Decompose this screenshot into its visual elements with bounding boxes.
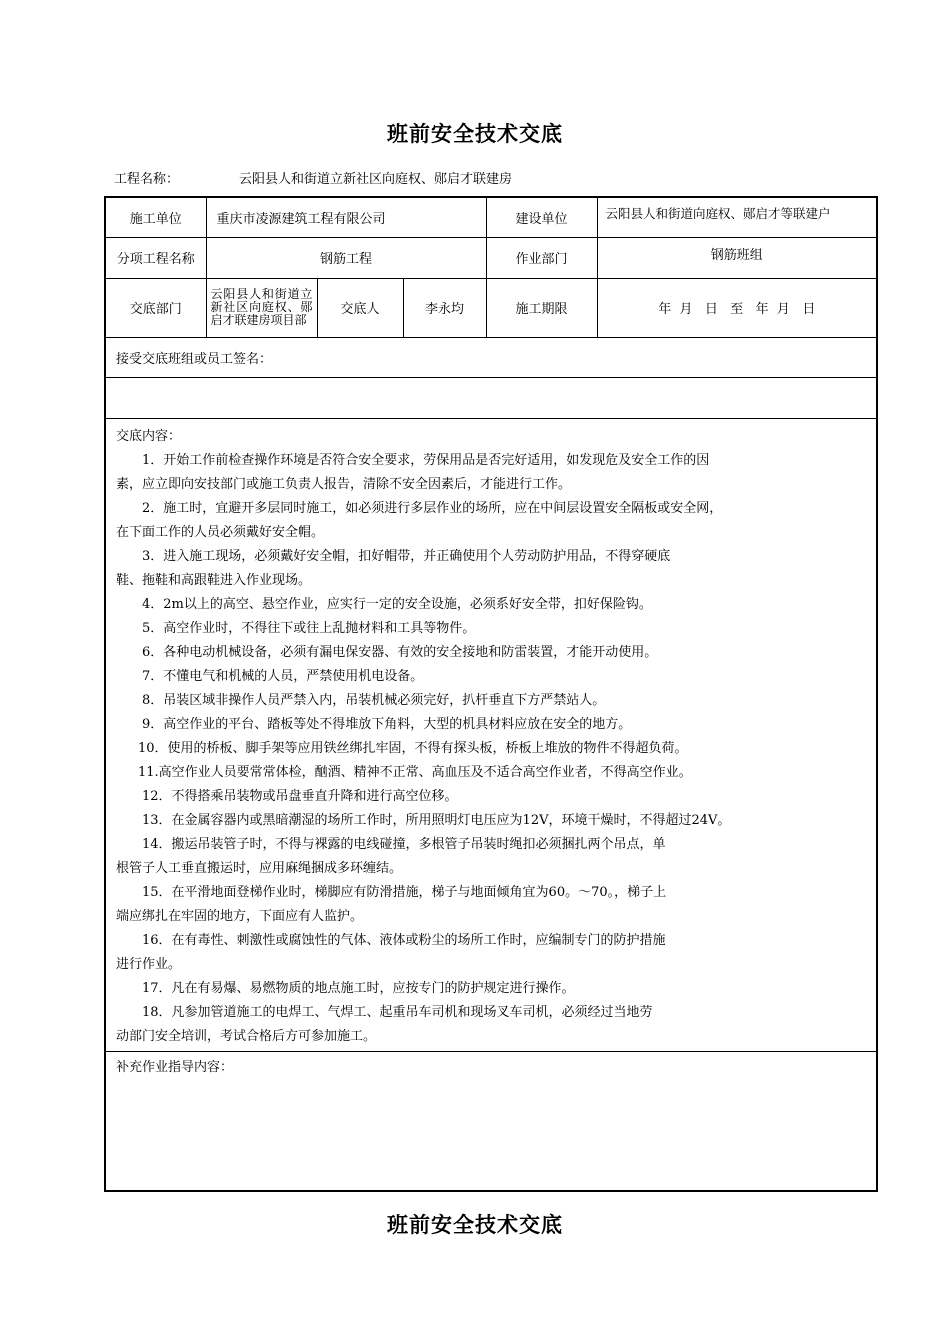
disclosure-dept-label: 交底部门 [105,278,206,337]
construction-unit-value: 重庆市凌源建筑工程有限公司 [206,197,486,237]
signature-label: 接受交底班组或员工签名： [105,337,877,377]
content-line: 14．搬运吊装管子时，不得与裸露的电线碰撞，多根管子吊装时绳扣必须捆扎两个吊点，单 [142,836,666,852]
subproject-label: 分项工程名称 [105,237,206,278]
content-line: 端应绑扎在牢固的地方，下面应有人监护。 [116,908,364,924]
content-line: 6．各种电动机械设备，必须有漏电保安器、有效的安全接地和防雷装置，才能开动使用。 [142,644,658,660]
content-line: 4．2m以上的高空、悬空作业，应实行一定的安全设施，必须系好安全带，扣好保险钩。 [142,596,652,612]
content-line: 素，应立即向安技部门或施工负责人报告，清除不安全因素后，才能进行工作。 [116,476,572,492]
project-line [114,168,513,187]
content-line: 7．不懂电气和机械的人员，严禁使用机电设备。 [142,668,424,684]
content-line: 13．在金属容器内或黑暗潮湿的场所工作时，所用照明灯电压应为12V，环境干燥时，不得超过24V。 [142,812,731,828]
content-line: 16．在有毒性、刺激性或腐蚀性的气体、液体或粉尘的场所工作时，应编制专门的防护措施 [142,932,666,948]
builder-unit-value: 云阳县人和街道向庭权、郧启才等联建户 [597,197,877,237]
content-line: 8．吊装区域非操作人员严禁入内，吊装机械必须完好，扒杆垂直下方严禁站人。 [142,692,606,708]
work-dept-label: 作业部门 [486,237,597,278]
content-line: 在下面工作的人员必须戴好安全帽。 [116,524,325,540]
signature-area[interactable] [105,377,877,418]
period-value: 年 月 日 至 年 月 日 [597,278,877,337]
content-line: 5．高空作业时，不得往下或往上乱抛材料和工具等物件。 [142,620,476,636]
content-line: 动部门安全培训，考试合格后方可参加施工。 [116,1028,377,1044]
content-line: 17．凡在有易爆、易燃物质的地点施工时，应按专门的防护规定进行操作。 [142,980,575,996]
page-title: 班前安全技术交底 [387,121,563,146]
discloser-value: 李永均 [403,278,486,337]
supplement-section[interactable] [105,1051,877,1191]
disclosure-table [104,196,878,1192]
content-line: 进行作业。 [116,956,182,972]
content-line: 2．施工时，宜避开多层同时施工，如必须进行多层作业的场所，应在中间层设置安全隔板或安全网， [142,500,723,516]
content-line: 12．不得搭乘吊装物或吊盘垂直升降和进行高空位移。 [142,788,458,804]
construction-unit-label: 施工单位 [105,197,206,237]
content-line: 10．使用的桥板、脚手架等应用铁丝绑扎牢固，不得有探头板，桥板上堆放的物件不得超负荷。 [138,740,688,756]
content-line: 18．凡参加管道施工的电焊工、气焊工、起重吊车司机和现场叉车司机，必须经过当地劳 [142,1004,653,1020]
content-line: 9．高空作业的平台、踏板等处不得堆放下角料，大型的机具材料应放在安全的地方。 [142,716,632,732]
content-line: 鞋、拖鞋和高跟鞋进入作业现场。 [116,572,312,588]
next-page-title: 班前安全技术交底 [387,1212,563,1237]
content-label: 交底内容： [116,428,182,444]
project-label: 工程名称： [114,172,180,187]
content-line: 15．在平滑地面登梯作业时，梯脚应有防滑措施，梯子与地面倾角宜为60。～70。，梯子上 [142,884,667,900]
work-dept-value: 钢筋班组 [597,237,877,278]
project-value: 云阳县人和街道立新社区向庭权、郧启才联建房 [239,172,513,187]
supplement-label: 补充作业指导内容： [116,1059,234,1075]
subproject-value: 钢筋工程 [206,237,486,278]
content-line: 根管子人工垂直搬运时，应用麻绳捆成多环缠结。 [116,860,403,876]
content-line: 1．开始工作前检查操作环境是否符合安全要求，劳保用品是否完好适用，如发现危及安全工作的因 [142,452,710,468]
discloser-label: 交底人 [317,278,403,337]
content-line: 11.高空作业人员要常常体检，酗酒、精神不正常、高血压及不适合高空作业者，不得高空作业。 [138,764,692,780]
builder-unit-label: 建设单位 [486,197,597,237]
content-section [105,418,877,1051]
disclosure-dept-value: 云阳县人和街道立新社区向庭权、郧启才联建房项目部 [206,278,317,337]
period-label: 施工期限 [486,278,597,337]
content-line: 3．进入施工现场，必须戴好安全帽，扣好帽带，并正确使用个人劳动防护用品，不得穿硬底 [142,548,671,564]
